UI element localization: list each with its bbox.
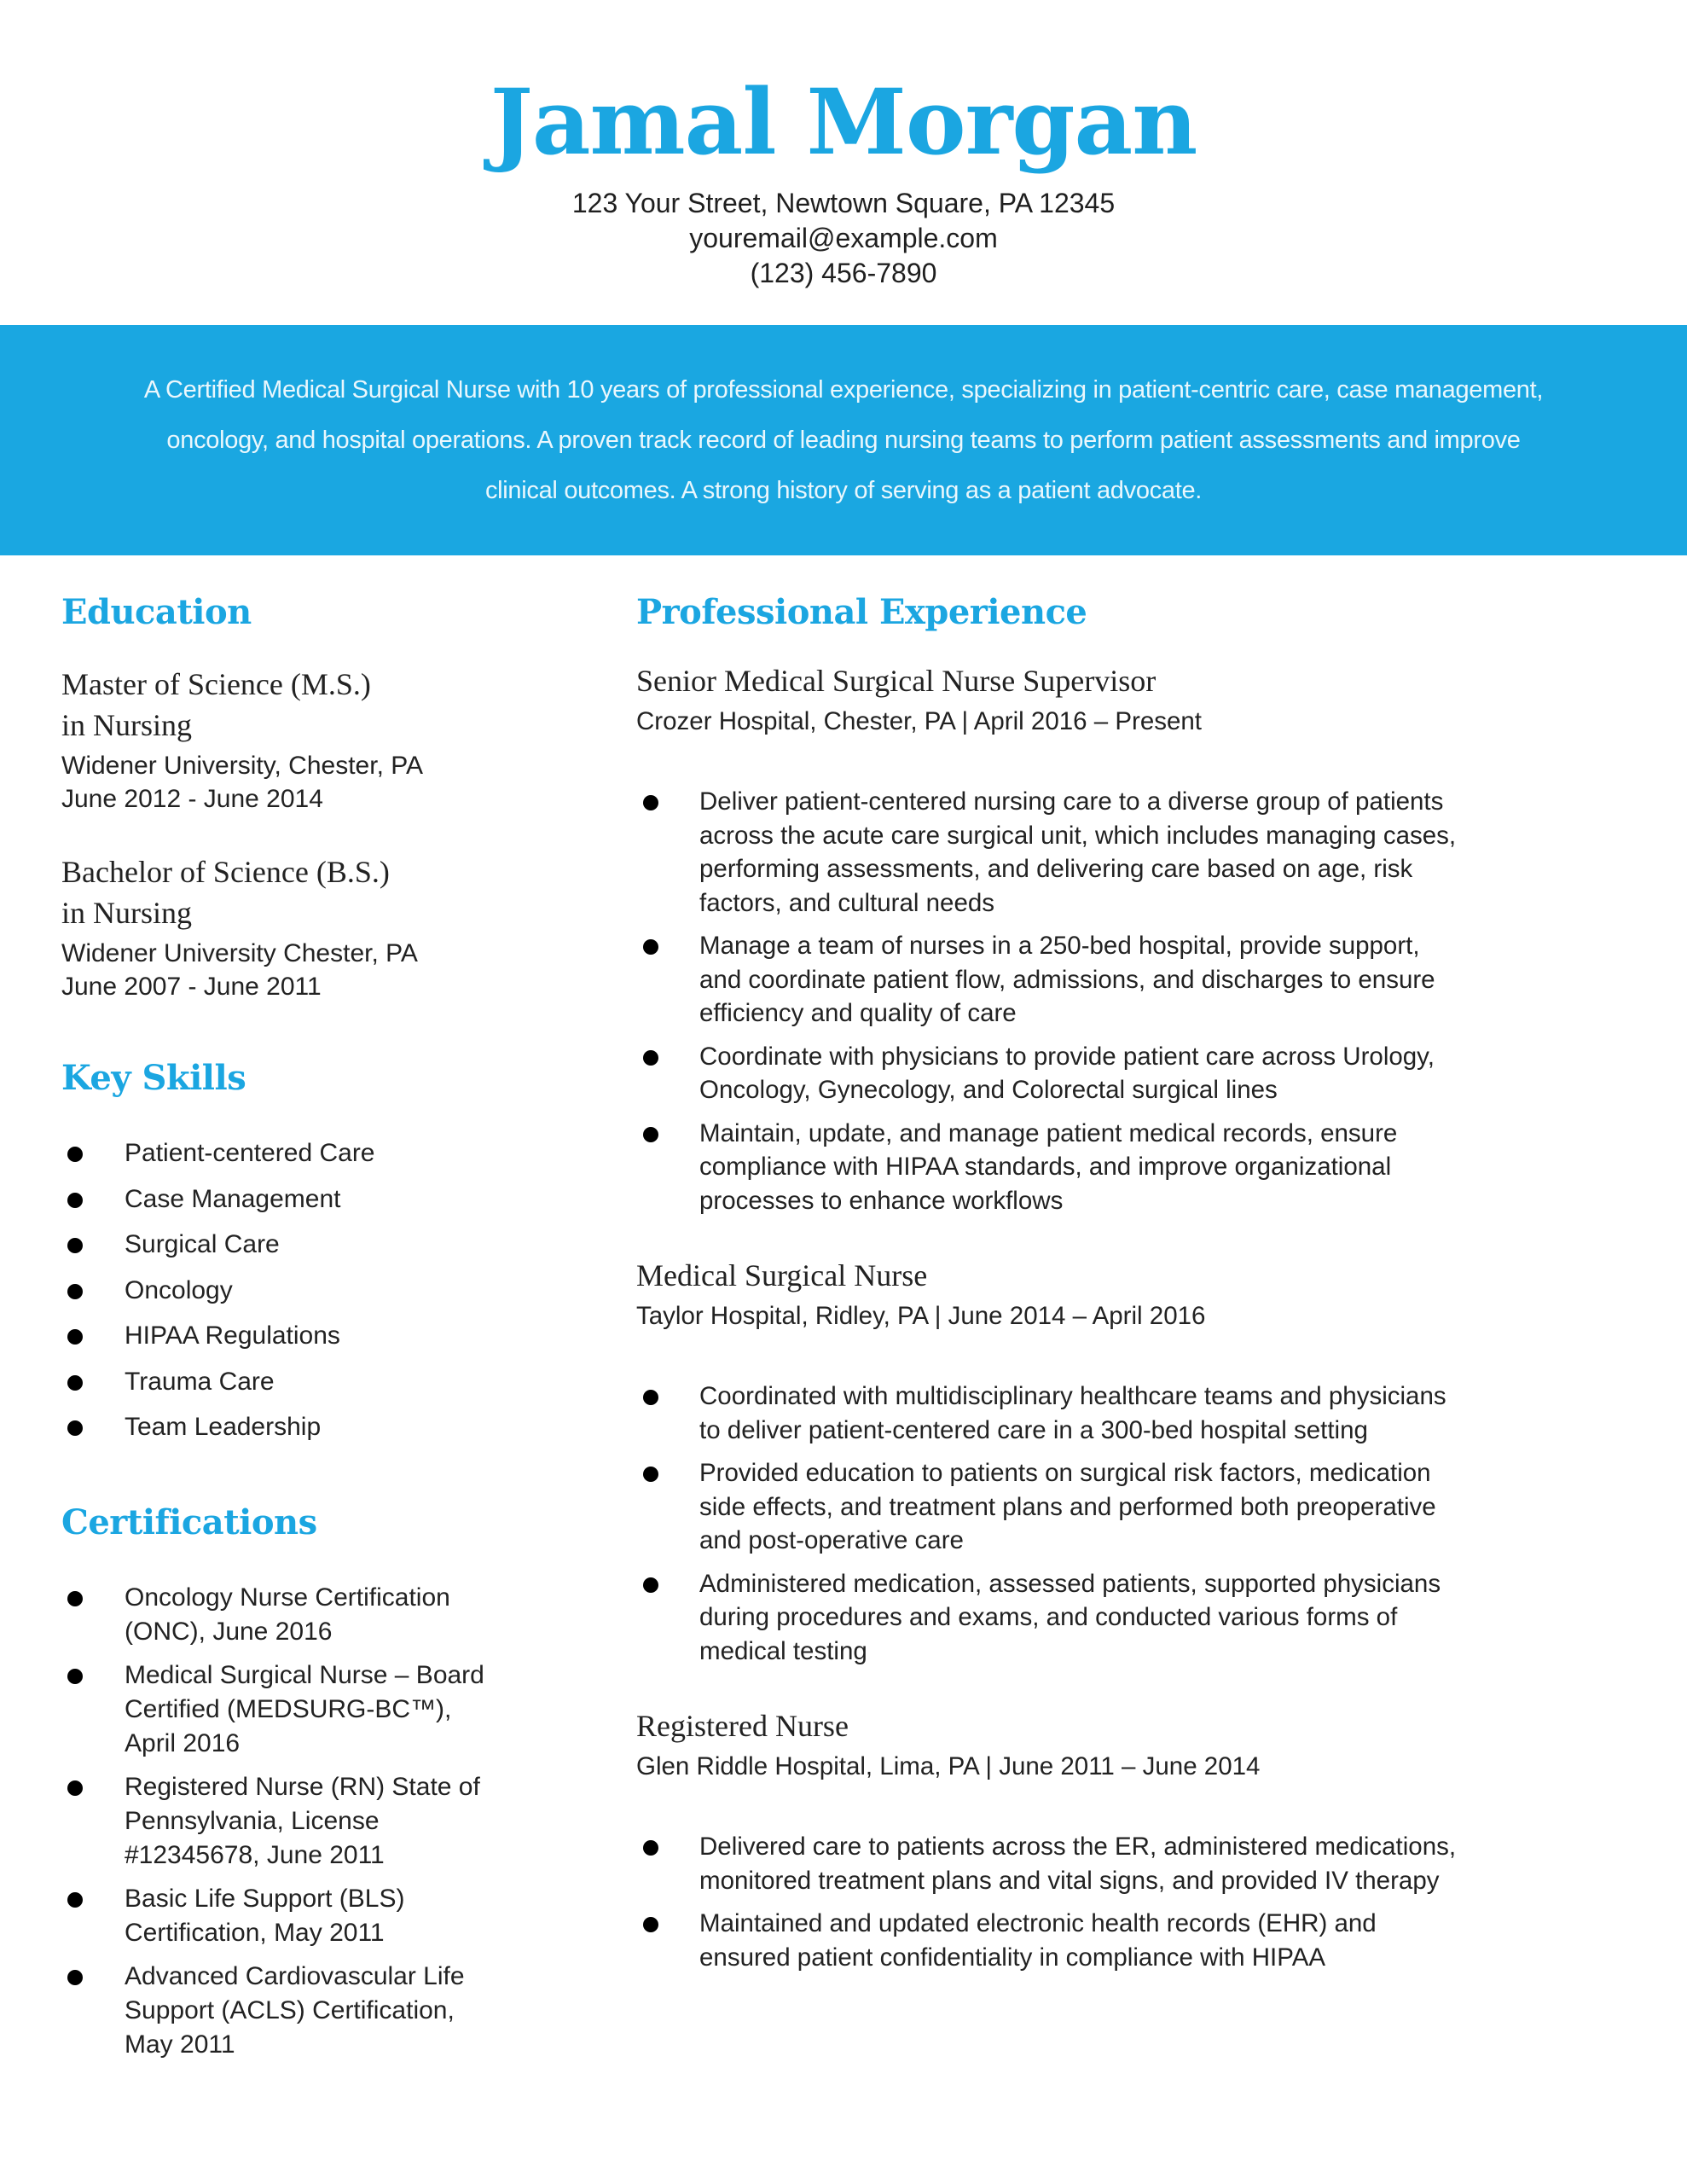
bullet-icon	[67, 1284, 83, 1299]
experience-heading: Professional Experience	[636, 592, 1087, 632]
candidate-name: Jamal Morgan	[490, 68, 1197, 175]
degree: Master of Science (M.S.)	[61, 667, 371, 701]
summary-banner	[0, 325, 1687, 555]
list-item	[636, 1456, 1498, 1558]
bullet-text: Deliver patient-centered nursing care to a diverse group of patients across the acute care surgical unit, which includes managing cases, performing assessments, and delivering care based on age, risk factors, and cultural needs	[699, 787, 1457, 917]
resume-header	[0, 0, 1687, 325]
certification-label: Medical Surgical Nurse – Board Certified (MEDSURG-BC™), April 2016	[125, 1661, 484, 1757]
bullet-icon	[643, 1467, 658, 1482]
list-item	[61, 1581, 539, 1649]
right-column	[636, 589, 1506, 1984]
list-item	[61, 1319, 539, 1353]
degree-field: in Nursing	[61, 896, 192, 930]
list-item	[61, 1274, 539, 1308]
contact-info	[0, 186, 1687, 291]
bullet-icon	[67, 1780, 83, 1796]
bullet-icon	[643, 795, 658, 810]
bullet-text: Maintained and updated electronic health records (EHR) and ensured patient confidentiality in compliance with HIPAA	[699, 1909, 1377, 1972]
job-entry	[636, 660, 1506, 1217]
list-item	[61, 1658, 539, 1761]
bullet-icon	[643, 1127, 658, 1142]
skill-label: HIPAA Regulations	[125, 1321, 340, 1350]
list-item	[61, 1960, 539, 2062]
bullet-text: Provided education to patients on surgical risk factors, medication side effects, and treatment plans and performed both preoperative and post-operative care	[699, 1459, 1436, 1554]
job-entry	[636, 1255, 1506, 1668]
bullet-icon	[643, 1577, 658, 1593]
certifications-list	[61, 1581, 539, 2062]
list-item	[636, 1380, 1498, 1447]
skills-list	[61, 1136, 539, 1444]
certification-label: Advanced Cardiovascular Life Support (ACLS) Certification, May 2011	[125, 1962, 465, 2059]
certification-label: Basic Life Support (BLS) Certification, May 2011	[125, 1885, 405, 1947]
bullet-icon	[67, 1892, 83, 1908]
bullet-icon	[67, 1375, 83, 1391]
school: Widener University, Chester, PA	[61, 752, 424, 780]
bullet-text: Coordinated with multidisciplinary healthcare teams and physicians to deliver patient-centered care in a 300-bed hospital setting	[699, 1382, 1446, 1444]
bullet-icon	[67, 1669, 83, 1684]
bullet-icon	[643, 1050, 658, 1066]
bullet-text: Coordinate with physicians to provide patient care across Urology, Oncology, Gynecology, and Colorectal surgical lines	[699, 1042, 1435, 1104]
education-heading: Education	[61, 592, 252, 632]
job-title: Medical Surgical Nurse	[636, 1258, 928, 1292]
address: 123 Your Street, Newtown Square, PA 12345	[571, 188, 1116, 218]
education-section	[61, 589, 539, 1003]
bullet-icon	[67, 1420, 83, 1436]
summary-text: A Certified Medical Surgical Nurse with 10 years of professional experience, specializing in patient-centric care, case management, oncology, and hospital operations. A proven track record of leading nursing teams to perform patient assessments and improve clinical outcomes. A strong history of serving as a patient advocate.	[143, 375, 1544, 504]
bullet-icon	[643, 1390, 658, 1405]
list-item	[636, 785, 1498, 920]
job-bullets	[636, 1830, 1506, 1974]
school: Widener University Chester, PA	[61, 939, 418, 967]
list-item	[61, 1882, 539, 1950]
list-item	[61, 1182, 539, 1217]
skills-heading: Key Skills	[61, 1058, 246, 1098]
job-title: Registered Nurse	[636, 1709, 849, 1743]
skill-label: Surgical Care	[125, 1230, 280, 1258]
list-item	[636, 1040, 1498, 1107]
bullet-icon	[67, 1238, 83, 1253]
list-item	[61, 1228, 539, 1262]
skill-label: Team Leadership	[125, 1413, 322, 1441]
bullet-icon	[67, 1329, 83, 1345]
bullet-icon	[67, 1193, 83, 1208]
skill-label: Case Management	[125, 1184, 341, 1213]
skill-label: Patient-centered Care	[125, 1139, 375, 1167]
list-item	[636, 1117, 1498, 1218]
list-item	[636, 1567, 1498, 1669]
job-employer-dates: Glen Riddle Hospital, Lima, PA | June 2011 – June 2014	[636, 1752, 1261, 1780]
bullet-icon	[67, 1147, 83, 1162]
bullet-icon	[67, 1970, 83, 1985]
education-entry	[61, 664, 539, 816]
education-dates: June 2012 - June 2014	[61, 785, 323, 813]
bullet-text: Maintain, update, and manage patient medical records, ensure compliance with HIPAA standards, and improve organizational processes to enhance workflows	[699, 1118, 1398, 1215]
job-bullets	[636, 785, 1506, 1217]
bullet-text: Manage a team of nurses in a 250-bed hospital, provide support, and coordinate patient flow, admissions, and discharges to ensure efficiency and quality of care	[699, 932, 1435, 1027]
degree: Bachelor of Science (B.S.)	[61, 855, 390, 889]
job-title: Senior Medical Surgical Nurse Supervisor	[636, 664, 1157, 698]
phone: (123) 456-7890	[750, 258, 937, 288]
skill-label: Trauma Care	[125, 1367, 275, 1396]
bullet-text: Delivered care to patients across the ER, administered medications, monitored treatment plans and vital signs, and provided IV therapy	[699, 1833, 1457, 1895]
certifications-section	[61, 1499, 539, 2062]
list-item	[636, 929, 1498, 1031]
job-employer-dates: Taylor Hospital, Ridley, PA | June 2014 – April 2016	[636, 1302, 1206, 1330]
skills-section	[61, 1054, 539, 1444]
left-column	[61, 589, 539, 2071]
list-item	[636, 1830, 1498, 1897]
bullet-icon	[643, 1840, 658, 1856]
certification-label: Oncology Nurse Certification (ONC), June 2016	[125, 1583, 450, 1646]
degree-field: in Nursing	[61, 708, 192, 742]
education-dates: June 2007 - June 2011	[61, 973, 322, 1001]
list-item	[61, 1770, 539, 1873]
list-item	[636, 1907, 1498, 1974]
job-employer-dates: Crozer Hospital, Chester, PA | April 2016 – Present	[636, 707, 1203, 735]
bullet-icon	[643, 1917, 658, 1932]
list-item	[61, 1365, 539, 1399]
skill-label: Oncology	[125, 1275, 233, 1304]
list-item	[61, 1410, 539, 1444]
education-entry	[61, 851, 539, 1003]
job-entry	[636, 1705, 1506, 1974]
certifications-heading: Certifications	[61, 1502, 317, 1542]
email: youremail@example.com	[689, 223, 998, 253]
bullet-text: Administered medication, assessed patients, supported physicians during procedures and exams, and conducted various forms of medical testing	[699, 1569, 1441, 1665]
job-bullets	[636, 1380, 1506, 1668]
bullet-icon	[643, 939, 658, 955]
bullet-icon	[67, 1591, 83, 1606]
certification-label: Registered Nurse (RN) State of Pennsylvania, License #12345678, June 2011	[125, 1773, 480, 1869]
list-item	[61, 1136, 539, 1170]
